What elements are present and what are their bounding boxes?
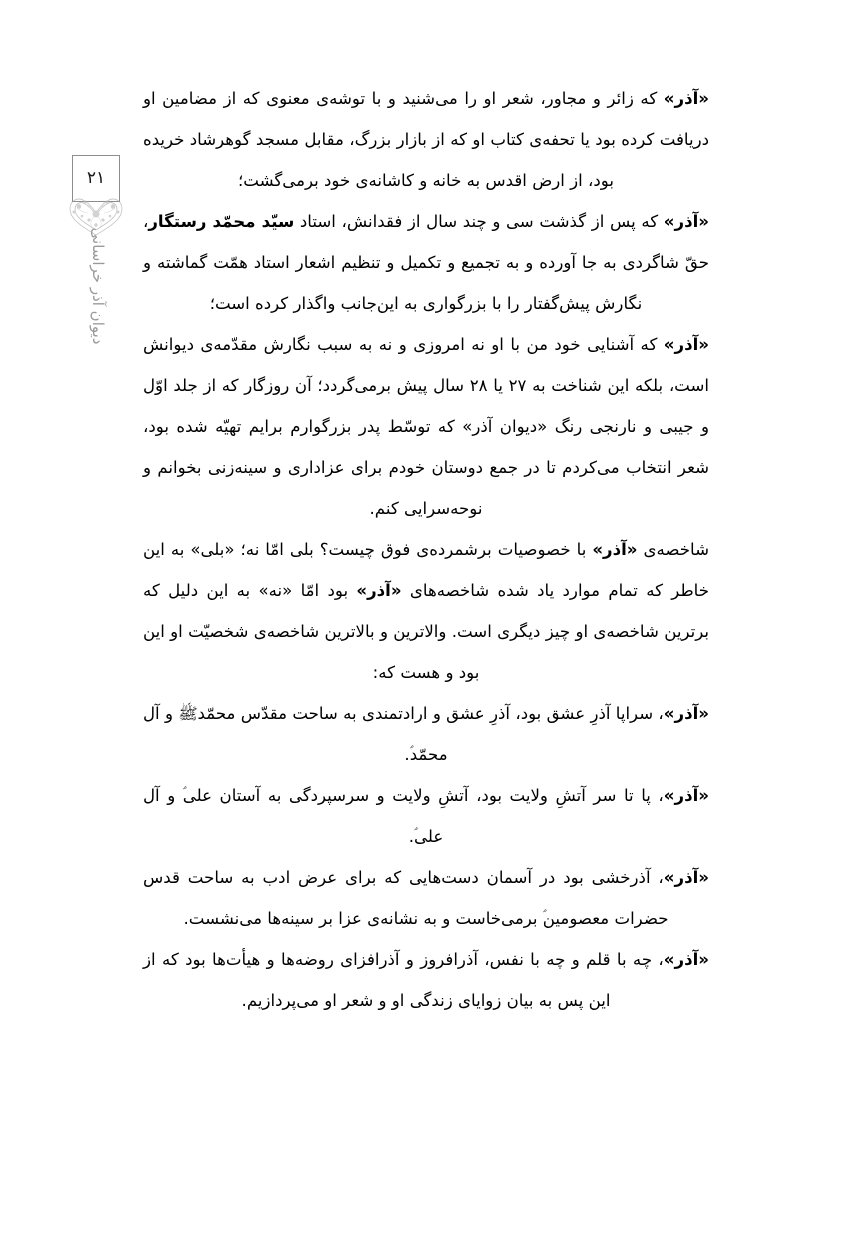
paragraph-1 xyxy=(143,78,709,201)
paragraph-6-text-2: و آل علی xyxy=(143,786,444,846)
paragraph-5 xyxy=(143,693,709,775)
paragraph-8-lead: «آذر» xyxy=(663,950,709,969)
paragraph-3 xyxy=(143,324,709,529)
page-margin-furniture xyxy=(62,155,132,425)
paragraph-5-text-2: و آل محمّد xyxy=(143,704,448,764)
paragraph-5-lead: «آذر» xyxy=(663,704,709,723)
paragraph-7 xyxy=(143,857,709,939)
page-number: ۲۱ xyxy=(86,168,106,188)
paragraph-4-em-1: «آذر» xyxy=(592,540,638,559)
body-text-column xyxy=(143,78,709,1021)
paragraph-4-em-2: «آذر» xyxy=(356,581,402,600)
paragraph-8-text: ، چه با قلم و چه با نفس، آذرافروز و آذرافزای روضه‌ها و هیأت‌ها بود که از این پس به بیان زوایای زندگی او و شعر او می‌پردازیم. xyxy=(143,950,664,1010)
paragraph-3-lead: «آذر» xyxy=(663,335,709,354)
paragraph-5-text-3: . xyxy=(404,745,410,764)
paragraph-4-text: شاخصه‌ی xyxy=(637,540,709,559)
honorific-salla-allah-icon: ﷺ xyxy=(178,704,198,723)
paragraph-6-text-3: . xyxy=(408,827,415,846)
paragraph-4-text-3: بود امّا «نه» به این دلیل که برترین شاخصه‌ی او چیز دیگری است. والاترین و بالاترین شاخصه‌ی شخصیّت او این بود و هست که: xyxy=(143,581,709,682)
vertical-running-title: دیوان آذر خراسانی xyxy=(89,227,107,345)
paragraph-7-text-2: برمی‌خاست و به نشانه‌ی عزا بر سینه‌ها می‌نشست. xyxy=(183,909,543,928)
paragraph-7-text: ، آذرخشی بود در آسمان دست‌هایی که برای عرض ادب به ساحت قدس حضرات معصومین xyxy=(143,868,669,928)
paragraph-4-text-2: با خصوصیات برشمرده‌ی فوق چیست؟ بلی امّا نه؛ «بلی» به این خاطر که تمام موارد یاد شده شاخصه‌های xyxy=(143,540,709,600)
paragraph-6-lead: «آذر» xyxy=(663,786,709,805)
paragraph-6-text: ، پا تا سر آتشِ ولایت بود، آتشِ ولایت و سرسپردگی به آستان علی xyxy=(182,786,664,805)
paragraph-2-name: سیّد محمّد رستگار xyxy=(148,212,295,231)
paragraph-7-lead: «آذر» xyxy=(663,868,709,887)
paragraph-2-text-2: ، حقّ شاگردی به جا آورده و به تجمیع و تکمیل و تنظیم اشعار استاد همّت گماشته و نگارش پیش‌گفتار را با بزرگواری به این‌جانب واگذار کرده است؛ xyxy=(143,212,709,313)
paragraph-1-lead: «آذر» xyxy=(663,89,709,108)
paragraph-8 xyxy=(143,939,709,1021)
paragraph-2-text: که پس از گذشت سی و چند سال از فقدانش، استاد xyxy=(294,212,664,231)
paragraph-2 xyxy=(143,201,709,324)
paragraph-2-lead: «آذر» xyxy=(663,212,709,231)
paragraph-4 xyxy=(143,529,709,693)
paragraph-5-text: ، سراپا آذرِ عشق بود، آذرِ عشق و ارادتمندی به ساحت مقدّس محمّد xyxy=(197,704,664,723)
paragraph-3-text: که آشنایی خود من با او نه امروزی و نه به سبب نگارش مقدّمه‌ی دیوانش است، بلکه این شناخت به ۲۷ یا ۲۸ سال پیش برمی‌گردد؛ آن روزگار که از جلد اوّل و جیبی و نارنجی رنگ «دیوان آذر» که توسّط پدر بزرگوارم برایم تهیّه شده بود، شعر انتخاب می‌کردم تا در جمع دوستان خودم برای عزاداری و سینه‌زنی بخوانم و نوحه‌سرایی کنم. xyxy=(143,335,709,518)
paragraph-1-text: که زائر و مجاور، شعر او را می‌شنید و با توشه‌ی معنوی که از مضامین او دریافت کرده بود یا تحفه‌ی کتاب او که از بازار بزرگ، مقابل مسجد گوهرشاد خریده بود، از ارض اقدس به خانه و کاشانه‌ی خود برمی‌گشت؛ xyxy=(143,89,709,190)
paragraph-6 xyxy=(143,775,709,857)
